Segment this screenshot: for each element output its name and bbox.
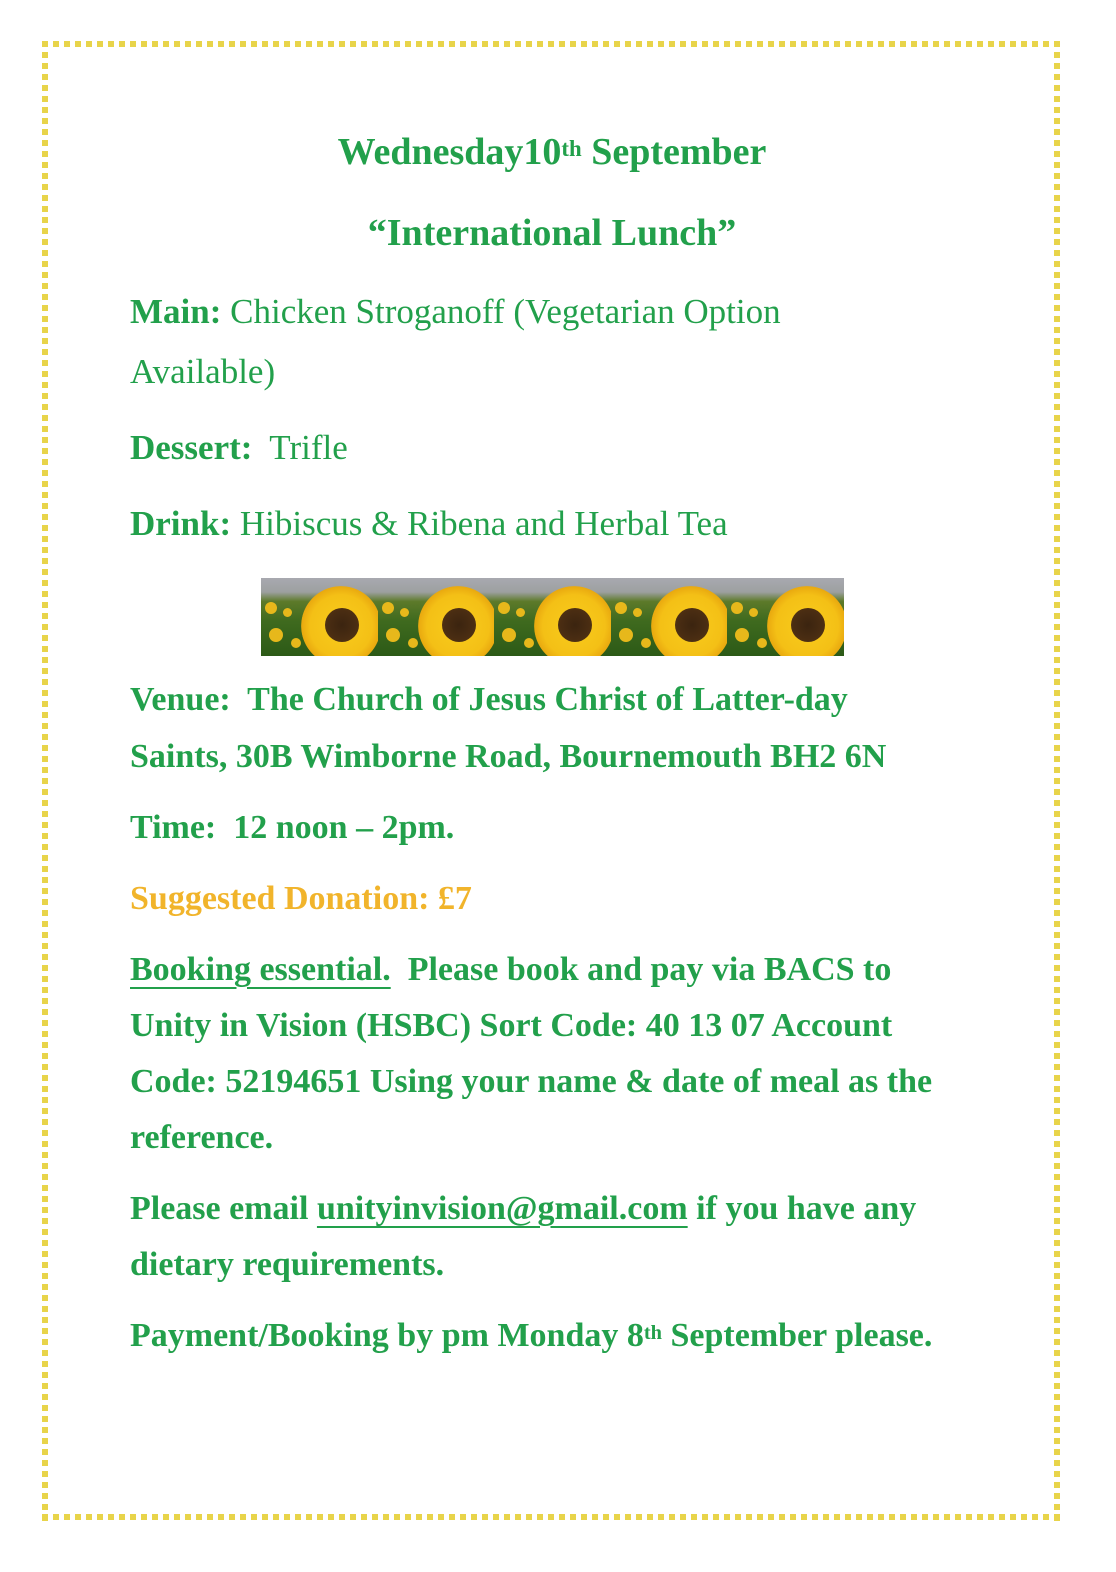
sunflower-image (378, 578, 495, 656)
email-line-1 (130, 1189, 916, 1229)
dotted-border-left (42, 41, 50, 1522)
booking-line-3: Code: 52194651 Using your name & date of meal as the (130, 1063, 933, 1100)
booking-line-1 (130, 950, 891, 990)
email-suffix: if you have any (687, 1190, 917, 1227)
menu-dessert-value: Trifle (252, 428, 348, 467)
event-date (0, 132, 1104, 172)
menu-dessert-label: Dessert: (130, 428, 253, 467)
event-date-main: Wednesday10 (337, 131, 562, 173)
booking-essential: Booking essential. (130, 951, 391, 988)
menu-drink-value: Hibiscus & Ribena and Herbal Tea (231, 504, 728, 543)
deadline-ordinal: th (643, 1321, 662, 1344)
email-line-2: dietary requirements. (130, 1246, 445, 1283)
booking-instructions: Please book and pay via BACS to (390, 951, 892, 988)
venue-line-2: Saints, 30B Wimborne Road, Bournemouth BH2 6N (130, 738, 887, 775)
sunflower-image-strip (261, 578, 844, 656)
menu-main-label: Main: (130, 292, 222, 331)
menu-main-value: Chicken Stroganoff (Vegetarian Option (221, 292, 781, 331)
dotted-border-top (42, 41, 1064, 49)
menu-dessert (130, 428, 348, 468)
email-link[interactable]: unityinvision@gmail.com (316, 1190, 688, 1227)
menu-main (130, 292, 781, 332)
event-title: “International Lunch” (367, 212, 737, 254)
sunflower-image (261, 578, 378, 656)
menu-main-continued: Available) (130, 352, 276, 391)
event-time: Time: 12 noon – 2pm. (130, 809, 455, 846)
suggested-donation: Suggested Donation: £7 (130, 880, 472, 917)
deadline-main: Payment/Booking by pm Monday 8 (130, 1317, 644, 1354)
menu-drink-label: Drink: (130, 504, 232, 543)
sunflower-image (494, 578, 611, 656)
booking-deadline (130, 1316, 932, 1356)
menu-drink (130, 504, 728, 544)
booking-line-2: Unity in Vision (HSBC) Sort Code: 40 13 07 Account (130, 1007, 893, 1044)
deadline-suffix: September please. (662, 1317, 933, 1354)
dotted-border-bottom (42, 1514, 1064, 1522)
venue-line-1: Venue: The Church of Jesus Christ of Latter-day (130, 681, 848, 718)
email-prefix: Please email (130, 1190, 317, 1227)
event-date-ordinal: th (561, 136, 582, 162)
sunflower-image (727, 578, 844, 656)
event-date-month: September (581, 131, 767, 173)
sunflower-image (611, 578, 728, 656)
booking-line-4: reference. (130, 1119, 274, 1156)
dotted-border-right (1054, 41, 1062, 1522)
